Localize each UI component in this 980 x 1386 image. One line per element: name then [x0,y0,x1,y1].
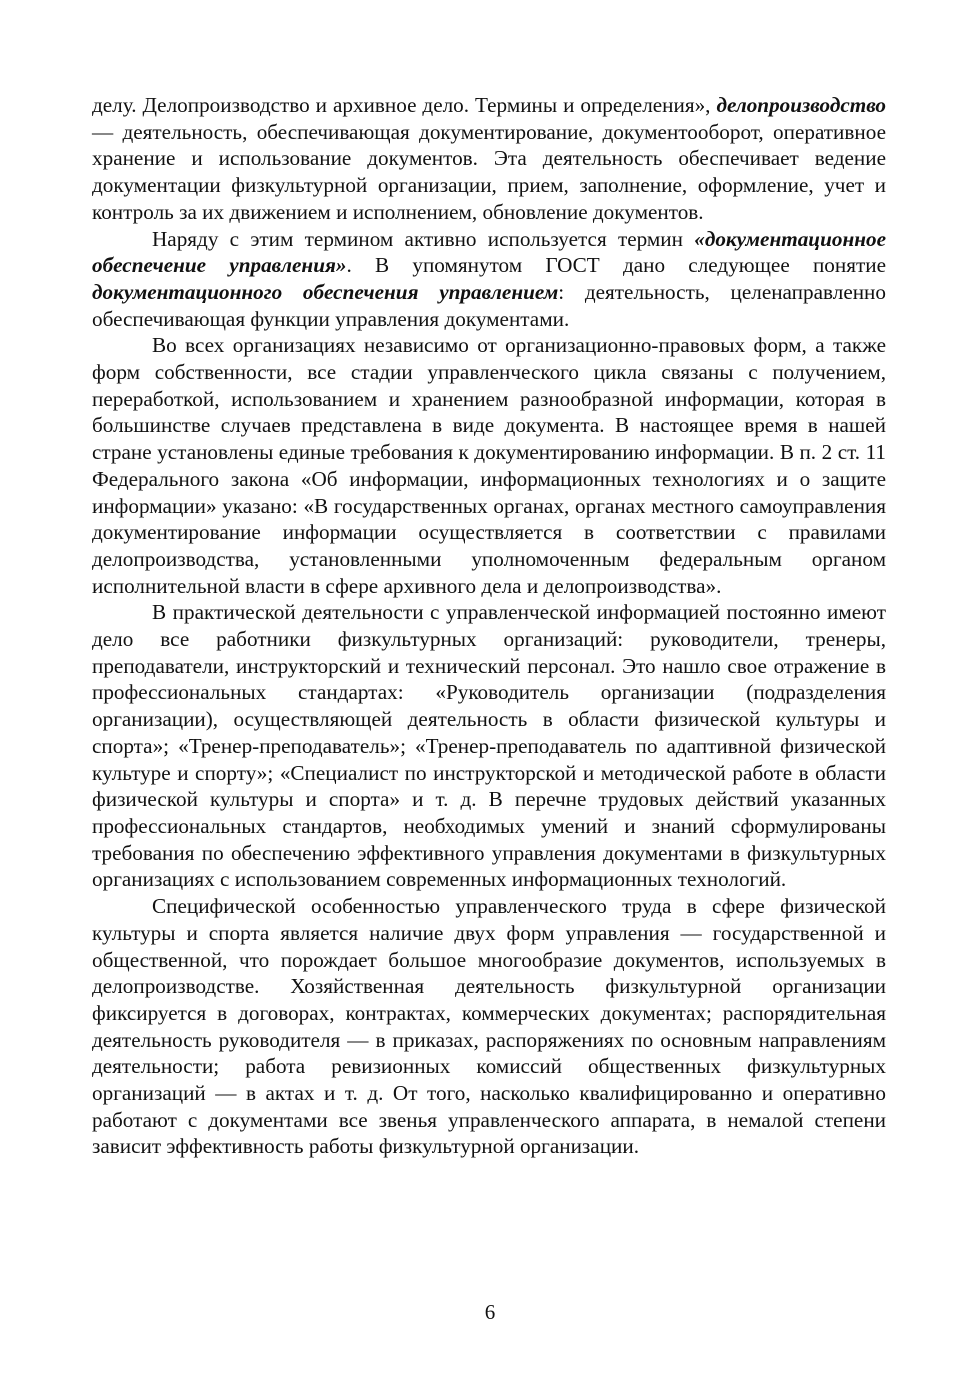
text-run: : деятельность, целенаправленно обеспечивающая функции управления документами. [92,279,886,331]
term-emphasis: делопроизводство [716,93,886,117]
text-run: — деятельность, обеспечивающая документирование, документооборот, оперативное хранение и использование документов. Эта деятельность обеспечивает ведение документации физкультурной организации, прием, заполнение, оформление, учет и контроль за их движением и исполнением, обновление документов. [92,119,886,224]
paragraph [92,92,886,226]
text-run: . В упомянутом ГОСТ дано следующее понятие [346,253,886,278]
paragraph [92,599,886,893]
term-emphasis: «документационное обеспечение управления» [92,226,886,278]
term-emphasis: документационного обеспечения управлением [92,279,559,304]
text-run: Во всех организациях независимо от организационно-правовых форм, а также форм собственности, все стадии управленческого цикла связаны с получением, переработкой, использованием и хранением разнообразной информации, которая в большинстве случаев представлена в виде документа. В настоящее время в нашей стране установлены единые требования к документированию информации. В п. 2 ст. 11 Федерального закона «Об информации, информационных технологиях и о защите информации» указано: «В государственных органах, органах местного самоуправления документирование информации осуществляется в соответствии с правилами делопроизводства, установленными уполномоченным федеральным органом исполнительной власти в сфере архивного дела и делопроизводства». [92,333,886,598]
paragraph [92,226,886,333]
page-number: 6 [484,1300,496,1324]
text-run: делу. Делопроизводство и архивное дело. Термины и определения», [92,93,717,117]
body-text [92,92,886,1160]
text-run: Специфической особенностью управленческого труда в сфере физической культуры и спорта является наличие двух форм управления — государственной и общественной, что порождает большое многообразие документов, используемых в делопроизводстве. Хозяйственная деятельность физкультурной организации фиксируется в договорах, контрактах, коммерческих документах; распорядительная деятельность руководителя — в приказах, распоряжениях по основным направлениям деятельности; работа ревизионных комиссий общественных физкультурных организаций — в актах и т. д. От того, насколько квалифицированно и оперативно работают с документами все звенья управленческого аппарата, в немалой степени зависит эффективность работы физкультурной организации. [92,894,886,1159]
paragraph [92,893,886,1160]
text-run: В практической деятельности с управленческой информацией постоянно имеют дело все работники физкультурных организаций: руководители, тренеры, преподаватели, инструкторский и технический персонал. Это нашло свое отражение в профессиональных стандартах: «Руководитель организации (подразделения организации), осуществляющей деятельность в области физической культуры и спорта»; «Тренер-преподаватель»; «Тренер-преподаватель по адаптивной физической культуре и спорту»; «Специалист по инструкторской и методической работе в области физической культуры и спорта» и т. д. В перечне трудовых действий указанных профессиональных стандартов, необходимых умений и знаний сформулированы требования по обеспечению эффективного управления документами в физкультурных организациях с использованием современных информационных технологий. [92,600,886,892]
paragraph [92,332,886,599]
text-run: Наряду с этим термином активно используется термин [152,226,695,251]
